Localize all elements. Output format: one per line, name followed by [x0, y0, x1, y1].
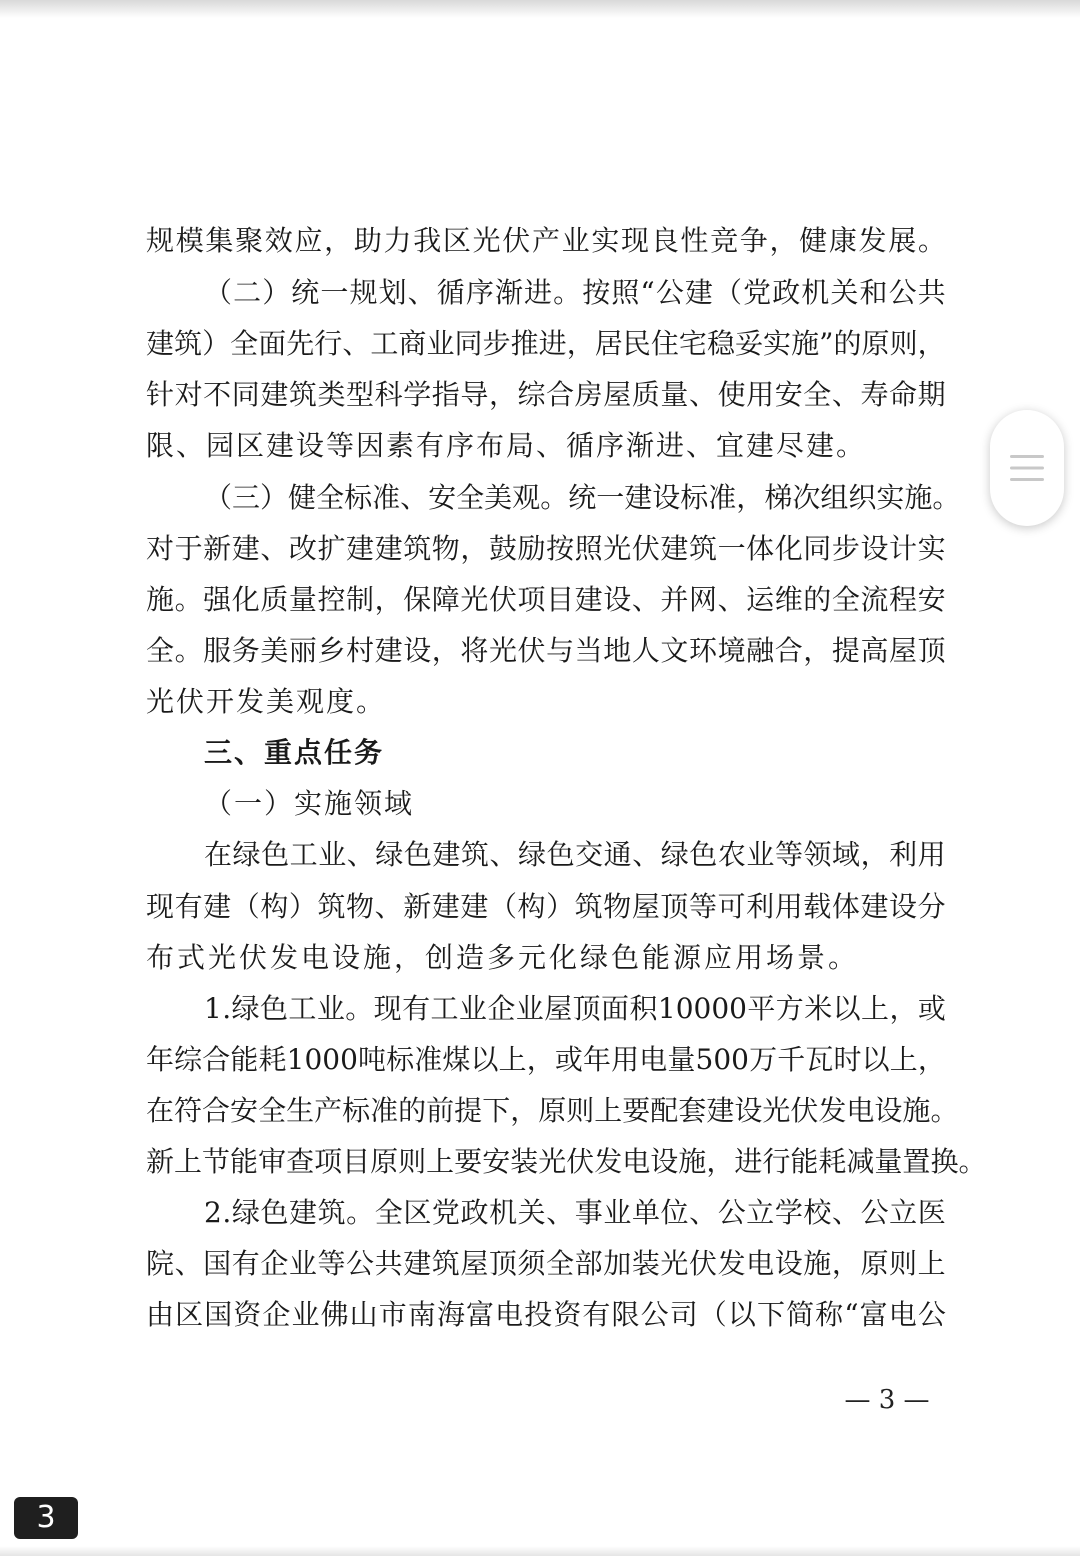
section-heading: 三、重点任务 [204, 736, 385, 769]
text-line: （ 二 ） 统 一 规 划 、 循 序 渐 进 。 按 照 “ 公 建 （ 党 政 机 关 和 公 共 [204, 276, 946, 309]
text-line: 光伏开发美观度。 [146, 685, 387, 718]
text-line: 布式光伏发电设施，创造多元化绿色能源应用场景。 [146, 941, 860, 974]
text-line: 院 、 国 有 企 业 等 公 共 建 筑 屋 顶 须 全 部 加 装 光 伏 发 电 设 施 ， 原 则 上 [146, 1247, 946, 1280]
text-line: 2 . 绿 色 建 筑 。 全 区 党 政 机 关 、 事 业 单 位 、 公 立 学 校 、 公 立 医 [204, 1196, 946, 1229]
viewer-top-edge [0, 0, 1080, 18]
page-number: — 3 — [844, 1385, 930, 1415]
text-line: 建 筑 ） 全 面 先 行 、 工 商 业 同 步 推 进 ， 居 民 住 宅 稳 妥 实 施 ” 的 原 则 ， [146, 327, 946, 360]
text-line: 施 。 强 化 质 量 控 制 ， 保 障 光 伏 项 目 建 设 、 并 网 、 运 维 的 全 流 程 安 [146, 583, 946, 616]
text-line: 由 区 国 资 企 业 佛 山 市 南 海 富 电 投 资 有 限 公 司 （ 以 下 简 称 “ 富 电 公 [146, 1298, 946, 1331]
text-line: 新 上 节 能 审 查 项 目 原 则 上 要 安 装 光 伏 发 电 设 施 ， 进 行 能 耗 减 量 置 换 。 [146, 1145, 987, 1178]
page-badge: 3 [14, 1497, 78, 1539]
text-line: 在 符 合 安 全 生 产 标 准 的 前 提 下 ， 原 则 上 要 配 套 建 设 光 伏 发 电 设 施 。 [146, 1094, 959, 1127]
viewer-bottom-edge [0, 1546, 1080, 1556]
text-line: 针 对 不 同 建 筑 类 型 科 学 指 导 ， 综 合 房 屋 质 量 、 使 用 安 全 、 寿 命 期 [146, 378, 946, 411]
text-line: 全 。 服 务 美 丽 乡 村 建 设 ， 将 光 伏 与 当 地 人 文 环 境 融 合 ， 提 高 屋 顶 [146, 634, 946, 667]
text-line: 现 有 建 （ 构 ） 筑 物 、 新 建 建 （ 构 ） 筑 物 屋 顶 等 可 利 用 载 体 建 设 分 [146, 890, 946, 923]
text-line: 在 绿 色 工 业 、 绿 色 建 筑 、 绿 色 交 通 、 绿 色 农 业 等 领 域 ， 利 用 [204, 838, 946, 871]
text-line: 对 于 新 建 、 改 扩 建 建 筑 物 ， 鼓 励 按 照 光 伏 建 筑 一 体 化 同 步 设 计 实 [146, 532, 946, 565]
hamburger-menu-icon [1010, 453, 1044, 483]
floating-menu-button[interactable] [990, 410, 1064, 526]
text-line: 限、园区建设等因素有序布局、循序渐进、宜建尽建。 [146, 429, 867, 462]
text-line: （ 三 ） 健 全 标 准 、 安 全 美 观 。 统 一 建 设 标 准 ， 梯 次 组 织 实 施 。 [204, 481, 961, 514]
text-line: 年 综 合 能 耗 1000 吨 标 准 煤 以 上 ， 或 年 用 电 量 500 万 千 瓦 时 以 上 ， [146, 1043, 946, 1076]
text-line: 1 . 绿 色 工 业 。 现 有 工 业 企 业 屋 顶 面 积 10000 平 方 米 以 上 ， 或 [204, 992, 946, 1025]
subsection-heading: （一）实施领域 [204, 787, 415, 820]
text-line: 规 模 集 聚 效 应 ， 助 力 我 区 光 伏 产 业 实 现 良 性 竞 争 ， 健 康 发 展 。 [146, 224, 946, 257]
